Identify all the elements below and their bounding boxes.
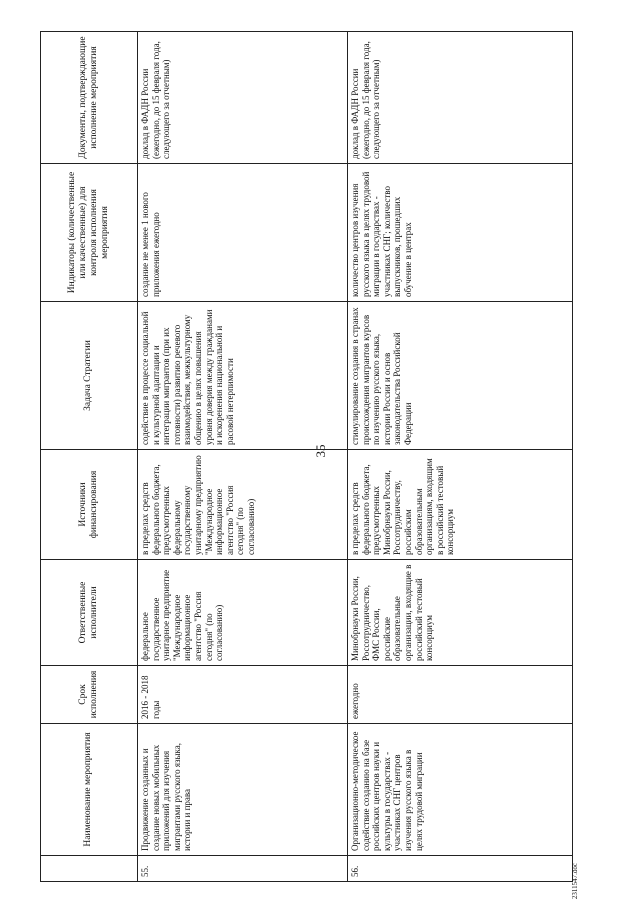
header-name: Наименование мероприятия [41,724,138,856]
table-row [348,32,573,882]
page-number: 35 [313,444,328,458]
cell-indicators: количество центров изучения русского языка в целях трудовой миграции в государствах - участниках СНГ; количество выпускников, прошедших обучение в центрах [348,164,573,302]
row-number: 55. [138,856,348,882]
header-funding: Источники финансирования [41,450,138,560]
header-executors: Ответственные исполнители [41,560,138,666]
cell-name: Организационно-методическое содействие созданию на базе российских центров науки и культуры в государствах - участниках СНГ центров изучения русского языка в целях трудовой миграции [348,724,573,856]
rotated-table-container [40,32,600,882]
cell-name: Продвижение созданных и создание новых мобильных приложений для изучения мигрантами русского языка, истории и права [138,724,348,856]
header-task: Задача Стратегии [41,302,138,450]
table-header-row [41,32,138,882]
cell-documents: доклад в ФАДН России (ежегодно, до 15 февраля года, следующего за отчетным) [348,32,573,164]
cell-funding: в пределах средств федерального бюджета, предусмотренных Минобрнауки России, Россотрудничеству, российским образовательным организациям, входящим в российский тестовый консорциум [348,450,573,560]
header-term: Срок исполнения [41,666,138,724]
cell-indicators: создание не менее 1 нового приложения ежегодно [138,164,348,302]
cell-task: содействие в процессе социальной и культурной адаптации и интеграции мигрантов (при их готовности) развитию речевого взаимодействия, межкультурному общению в целях повышения уровня доверия между гражданами и искоренения национальной и расовой нетерпимости [138,302,348,450]
cell-executors: федеральное государственное унитарное предприятие "Международное информационное агентство "Россия сегодня" (по согласованию) [138,560,348,666]
header-documents: Документы, подтверждающие исполнение мероприятия [41,32,138,164]
header-number [41,856,138,882]
cell-documents: доклад в ФАДН России (ежегодно, до 15 февраля года, следующего за отчетным) [138,32,348,164]
row-number: 56. [348,856,573,882]
header-indicators: Индикаторы (количественные или качественные) для контроля исполнения мероприятия [41,164,138,302]
cell-task: стимулирование создания в странах происхождения мигрантов курсов по изучению русского языка, истории России и основ законодательства Российской Федерации [348,302,573,450]
cell-executors: Минобрнауки России, Россотрудничество, ФМС России, российские образовательные организации, входящие в российский тестовый консорциум [348,560,573,666]
cell-term: 2016 - 2018 годы [138,666,348,724]
measures-table [40,31,573,882]
cell-funding: в пределах средств федерального бюджета, предусмотренных федеральному государственному унитарному предприятию "Международное информационное агентство "Россия сегодня" (по согласованию) [138,450,348,560]
document-code: 2311547.doc [571,862,579,900]
table-row [138,32,348,882]
cell-term: ежегодно [348,666,573,724]
